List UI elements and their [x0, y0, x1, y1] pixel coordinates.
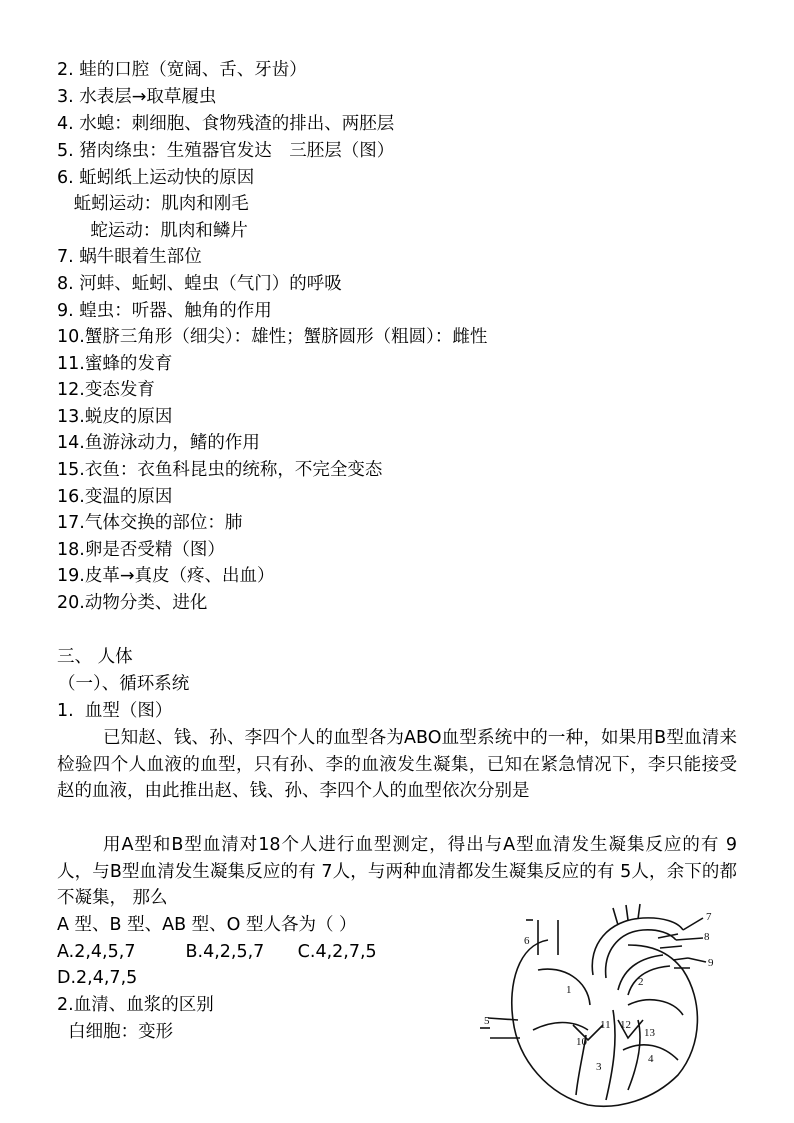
list-item: 11.蜜蜂的发育	[57, 354, 173, 374]
list-item: 15.衣鱼：衣鱼科昆虫的统称，不完全变态	[57, 460, 383, 480]
list-item: 5. 猪肉绦虫：生殖器官发达 三胚层（图）	[57, 141, 395, 161]
list-item: 17.气体交换的部位：肺	[57, 513, 243, 533]
question-line: A 型、B 型、AB 型、O 型人各为（ ）	[57, 915, 357, 935]
list-item: 7. 蜗牛眼着生部位	[57, 247, 202, 267]
heart-label: 3	[596, 1061, 602, 1073]
heart-diagram	[478, 900, 728, 1110]
paragraph: 用A型和B型血清对18个人进行血型测定，得出与A型血清发生凝集反应的有 9人，与B型血清发生凝集反应的有 7人，与两种血清都发生凝集反应的有 5人，余下的都不凝集， 那么	[57, 835, 737, 908]
list-item: 9. 蝗虫：听器、触角的作用	[57, 301, 272, 321]
heart-label: 4	[648, 1053, 654, 1065]
list-item: 14.鱼游泳动力，鳍的作用	[57, 433, 260, 453]
heart-label: 9	[708, 957, 714, 969]
heart-label: 1	[566, 984, 572, 996]
list-item-sub: 蚯蚓运动：肌肉和刚毛	[57, 194, 249, 214]
heart-label: 5	[484, 1015, 490, 1027]
list-item: 13.蜕皮的原因	[57, 407, 173, 427]
list-item: 20.动物分类、进化	[57, 593, 208, 613]
section-heading: 三、 人体	[57, 647, 133, 667]
list-item: 6. 蚯蚓纸上运动快的原因	[57, 168, 255, 188]
list-item-sub: 蛇运动：肌肉和鳞片	[57, 221, 248, 241]
heart-label: 8	[704, 931, 710, 943]
options-line: A.2,4,5,7 B.4,2,5,7 C.4,2,7,5	[57, 942, 377, 962]
subsection-heading: （一）、循环系统	[58, 674, 190, 694]
list-item: 3. 水表层→取草履虫	[57, 87, 217, 107]
heart-label: 6	[524, 935, 530, 947]
heart-label: 2	[638, 976, 644, 988]
option-d: D.2,4,7,5	[57, 968, 138, 988]
list-item: 19.皮革→真皮（疼、出血）	[57, 566, 275, 586]
list-item: 16.变温的原因	[57, 487, 173, 507]
list-item: 2. 蛙的口腔（宽阔、舌、牙齿）	[57, 60, 307, 80]
heart-label: 12	[620, 1019, 631, 1031]
list-item: 8. 河蚌、蚯蚓、蝗虫（气门）的呼吸	[57, 274, 342, 294]
list-item: 10.蟹脐三角形（细尖）：雄性；蟹脐圆形（粗圆）：雌性	[57, 327, 488, 347]
list-item: 18.卵是否受精（图）	[57, 540, 225, 560]
item-title: 1. 血型（图）	[57, 701, 173, 721]
heart-label: 11	[600, 1019, 611, 1031]
heart-label: 10	[576, 1036, 587, 1048]
heart-label: 13	[644, 1027, 655, 1039]
paragraph: 已知赵、钱、孙、李四个人的血型各为ABO血型系统中的一种，如果用B型血清来检验四个人血液的血型，只有孙、李的血液发生凝集，已知在紧急情况下，李只能接受赵的血液，由此推出赵、钱、孙、李四个人的血型依次分别是	[57, 728, 737, 801]
list-item: 4. 水螅：刺细胞、食物残渣的排出、两胚层	[57, 114, 395, 134]
list-item: 12.变态发育	[57, 380, 155, 400]
heart-label: 7	[706, 911, 712, 923]
body-text: 白细胞：变形	[57, 1022, 174, 1042]
item-title: 2.血清、血浆的区别	[57, 995, 214, 1015]
